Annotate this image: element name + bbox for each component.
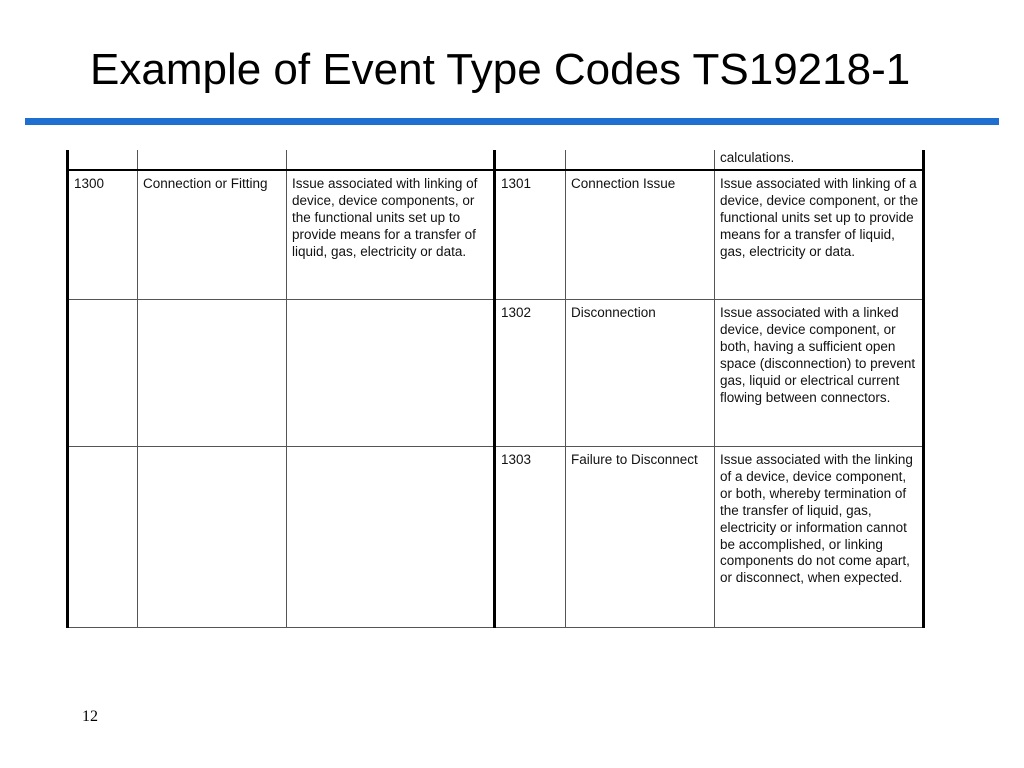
continued-text: calculations.: [715, 150, 924, 170]
sub-code-cell: 1301: [495, 170, 566, 300]
definition-cell: [287, 300, 495, 447]
code-cell: [68, 447, 138, 628]
term-cell: Connection or Fitting: [138, 170, 287, 300]
table-cell: [566, 150, 715, 170]
title-divider: [25, 118, 999, 125]
sub-definition-cell: Issue associated with linking of a device, device component, or the functional units set up to provide means for a transfer of liquid, gas, electricity or data.: [715, 170, 924, 300]
table-row-continued: [68, 150, 924, 170]
term-cell: [138, 300, 287, 447]
sub-definition-cell: Issue associated with the linking of a device, device component, or both, whereby termination of the transfer of liquid, gas, electricity or information cannot be accomplished, or linking components do not come apart, or disconnect, when expected.: [715, 447, 924, 628]
sub-term-cell: Connection Issue: [566, 170, 715, 300]
sub-code-cell: 1303: [495, 447, 566, 628]
table-cell: [495, 150, 566, 170]
page-number: 12: [82, 708, 98, 725]
table-row: [68, 170, 924, 300]
event-codes-table: [66, 150, 925, 628]
table-cell: [287, 150, 495, 170]
sub-term-cell: Failure to Disconnect: [566, 447, 715, 628]
sub-term-cell: Disconnection: [566, 300, 715, 447]
table-cell: [138, 150, 287, 170]
sub-code-cell: 1302: [495, 300, 566, 447]
table-row: [68, 300, 924, 447]
slide-title: Example of Event Type Codes TS19218-1: [90, 45, 911, 94]
table-row: [68, 447, 924, 628]
event-codes-table-image: [66, 150, 922, 628]
definition-cell: [287, 447, 495, 628]
code-cell: [68, 300, 138, 447]
definition-cell: Issue associated with linking of device, device components, or the functional units set up to provide means for a transfer of liquid, gas, electricity or data.: [287, 170, 495, 300]
table-cell: [68, 150, 138, 170]
term-cell: [138, 447, 287, 628]
sub-definition-cell: Issue associated with a linked device, device component, or both, having a sufficient open space (disconnection) to prevent gas, liquid or electrical current flowing between connectors.: [715, 300, 924, 447]
code-cell: 1300: [68, 170, 138, 300]
